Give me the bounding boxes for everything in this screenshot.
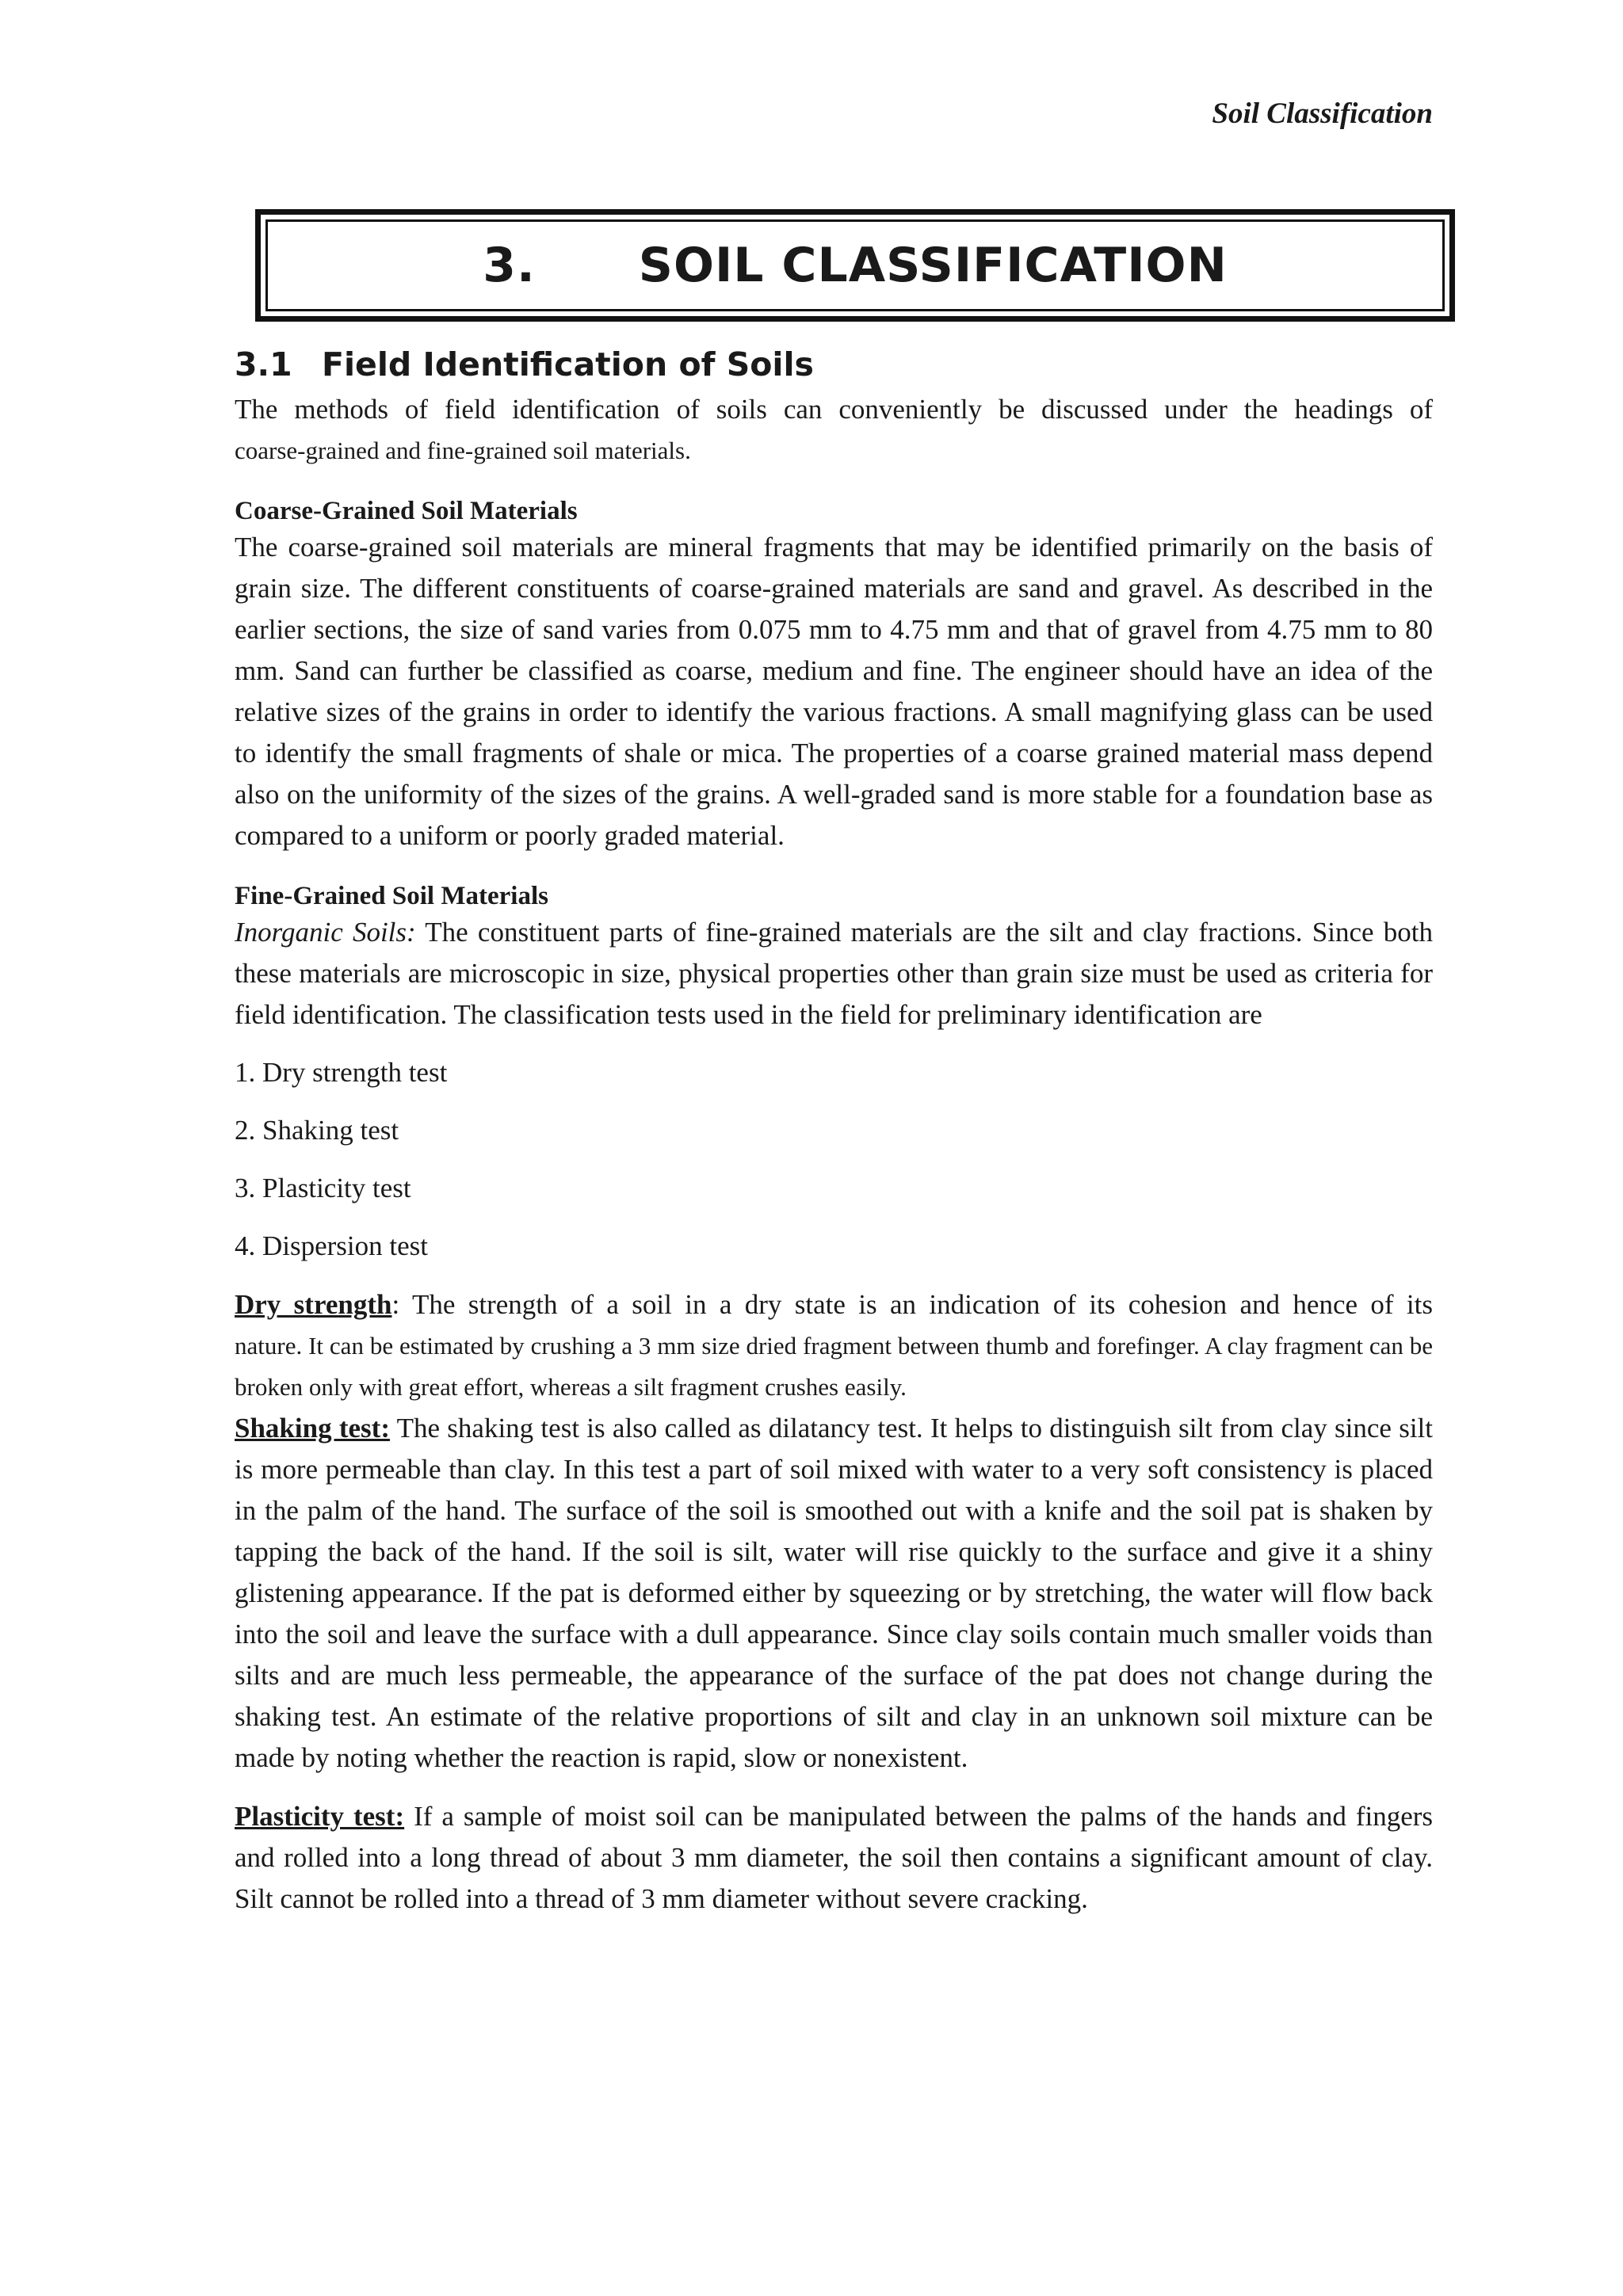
tests-list	[235, 1052, 1433, 1267]
dry-strength-paragraph: nature. It can be estimated by crushing a 3 mm size dried fragment between thumb and forefinger. A clay fragment can be broken only with great effort, whereas a silt fragment crushes easily.	[235, 1332, 1433, 1402]
section-intro-line1: The methods of field identification of soils can conveniently be discussed under the headings of	[235, 394, 1433, 425]
list-item: 3. Plasticity test	[235, 1173, 411, 1204]
coarse-paragraph: The coarse-grained soil materials are mineral fragments that may be identified primarily on the basis of grain size. The different constituents of coarse-grained materials are sand and gravel. As described in the earlier sections, the size of sand varies from 0.075 mm to 4.75 mm and that of gravel from 4.75 mm to 80 mm. Sand can further be classified as coarse, medium and fine. The engineer should have an idea of the relative sizes of the grains in order to identify the various fractions. A small magnifying glass can be used to identify the small fragments of shale or mica. The properties of a coarse grained material mass depend also on the uniformity of the sizes of the grains. A well-graded sand is more stable for a foundation base as compared to a uniform or poorly graded material.	[235, 532, 1433, 852]
chapter-title	[483, 238, 1228, 293]
section-intro-line2: coarse-grained and fine-grained soil materials.	[235, 437, 691, 465]
fine-lead: Inorganic Soils:	[235, 917, 416, 948]
section-number: 3.1	[235, 345, 292, 383]
shaking-label: Shaking test:	[235, 1413, 390, 1444]
list-item: 1. Dry strength test	[235, 1057, 448, 1089]
dry-strength-line1	[235, 1284, 1433, 1325]
coarse-heading: Coarse-Grained Soil Materials	[235, 497, 578, 526]
list-item: 4. Dispersion test	[235, 1230, 429, 1262]
dry-strength-colon: :	[391, 1289, 400, 1321]
page-content	[235, 345, 1433, 1920]
section-title: Field Identification of Soils	[322, 345, 814, 383]
chapter-title-box-inner	[265, 219, 1445, 311]
section-heading	[235, 345, 1433, 384]
shaking-text: The shaking test is also called as dilatancy test. It helps to distinguish silt from clay since silt is more permeable than clay. In this test a part of soil mixed with water to a very soft consistency is placed in the palm of the hand. The surface of the soil is smoothed out with a knife and the soil pat is shaken by tapping the back of the hand. If the soil is silt, water will rise quickly to the surface and give it a shiny glistening appearance. If the pat is deformed either by squeezing or by stretching, the water will flow back into the soil and leave the surface with a dull appearance. Since clay soils contain much smaller voids than silts and are much less permeable, the appearance of the surface of the pat does not change during the shaking test. An estimate of the relative proportions of silt and clay in an unknown soil mixture can be made by noting whether the reaction is rapid, slow or nonexistent.	[235, 1413, 1433, 1774]
running-header: Soil Classification	[1212, 97, 1433, 130]
chapter-number: 3.	[483, 238, 536, 293]
dry-strength-text1: The strength of a soil in a dry state is an indication of its cohesion and hence of its	[399, 1289, 1433, 1321]
chapter-title-text: SOIL CLASSIFICATION	[638, 238, 1228, 293]
dry-strength-label: Dry strength	[235, 1289, 392, 1321]
plasticity-label: Plasticity test:	[235, 1801, 405, 1833]
list-item: 2. Shaking test	[235, 1115, 399, 1146]
fine-heading: Fine-Grained Soil Materials	[235, 882, 548, 911]
fine-text: The constituent parts of fine-grained materials are the silt and clay fractions. Since both these materials are microscopic in size, physical properties other than grain size must be used as criteria for field identification. The classification tests used in the field for preliminary identification are	[235, 917, 1433, 1031]
plasticity-paragraph	[235, 1796, 1433, 1920]
chapter-title-box	[255, 209, 1455, 322]
plasticity-text: If a sample of moist soil can be manipulated between the palms of the hands and fingers and rolled into a long thread of about 3 mm diameter, the soil then contains a significant amount of clay. Silt cannot be rolled into a thread of 3 mm diameter without severe cracking.	[235, 1801, 1434, 1915]
fine-paragraph	[235, 912, 1433, 1035]
shaking-paragraph	[235, 1408, 1433, 1779]
